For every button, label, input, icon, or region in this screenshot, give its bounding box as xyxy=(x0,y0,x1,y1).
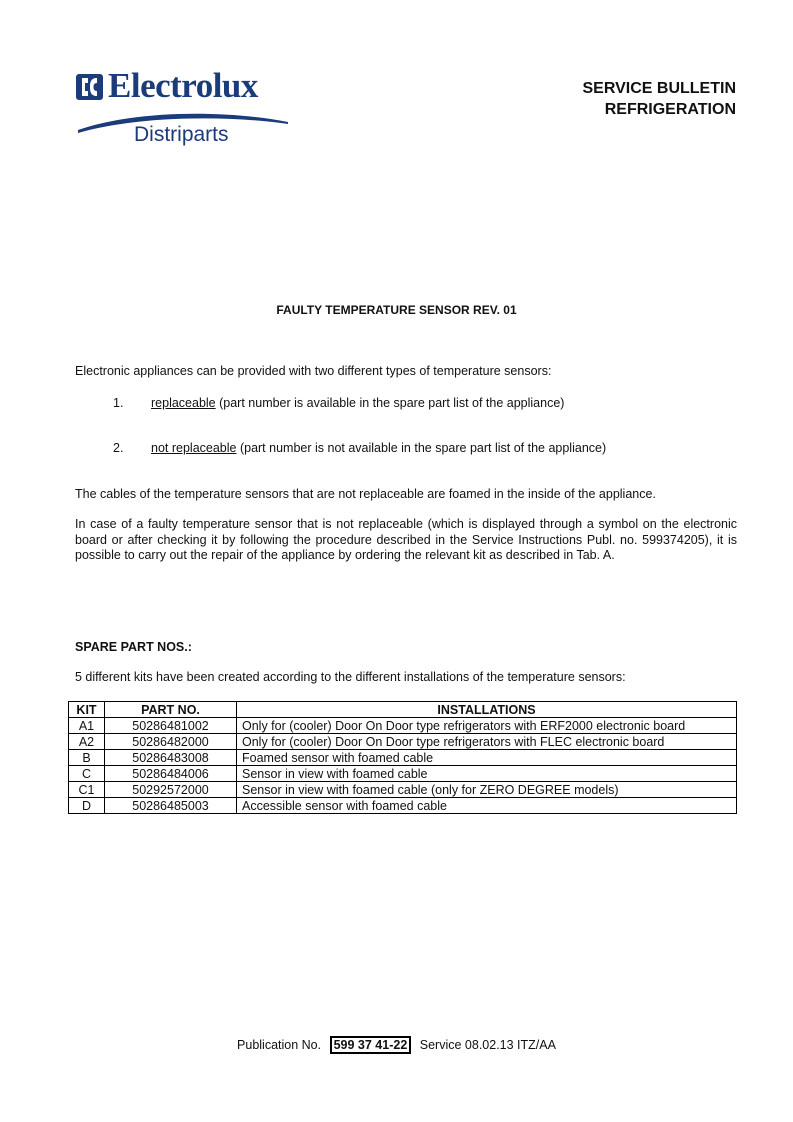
list-description: (part number is not available in the spare part list of the appliance) xyxy=(236,441,607,455)
part-number-cell: 50286482000 xyxy=(105,734,237,750)
publication-footer xyxy=(0,1038,793,1052)
installation-cell: Only for (cooler) Door On Door type refrigerators with ERF2000 electronic board xyxy=(237,718,737,734)
electrolux-logo-icon xyxy=(76,74,103,100)
part-number-cell: 50286485003 xyxy=(105,798,237,814)
part-number-cell: 50286484006 xyxy=(105,766,237,782)
spare-parts-heading: SPARE PART NOS.: xyxy=(75,640,192,654)
bulletin-category: REFRIGERATION xyxy=(604,101,736,118)
installation-cell: Sensor in view with foamed cable (only for ZERO DEGREE models) xyxy=(237,782,737,798)
kit-cell: B xyxy=(69,750,105,766)
table-row xyxy=(69,750,737,766)
publication-number: 599 37 41-22 xyxy=(330,1036,412,1054)
kit-cell: A1 xyxy=(69,718,105,734)
bulletin-header xyxy=(583,78,737,120)
column-header-kit: KIT xyxy=(69,702,105,718)
cables-paragraph: The cables of the temperature sensors that are not replaceable are foamed in the inside of the appliance. xyxy=(75,487,656,501)
bulletin-type: SERVICE BULLETIN xyxy=(582,80,736,97)
document-title: FAULTY TEMPERATURE SENSOR REV. 01 xyxy=(276,303,517,317)
list-term: replaceable xyxy=(151,396,216,410)
table-row xyxy=(69,766,737,782)
intro-paragraph: Electronic appliances can be provided with two different types of temperature sensors: xyxy=(75,364,552,378)
repair-paragraph: In case of a faulty temperature sensor that is not replaceable (which is displayed through a symbol on the electronic board or after checking it by following the procedure described in the Service Instructions Publ. no. 599374205), it is possible to carry out the repair of the appliance by ordering the relevant kit as described in Tab. A. xyxy=(75,517,737,562)
publication-label: Publication No. xyxy=(237,1038,322,1052)
list-term: not replaceable xyxy=(151,441,237,455)
table-row xyxy=(69,718,737,734)
column-header-part-no: PART NO. xyxy=(105,702,237,718)
column-header-installations: INSTALLATIONS xyxy=(237,702,737,718)
part-number-cell: 50292572000 xyxy=(105,782,237,798)
brand-name: Electrolux xyxy=(108,66,258,105)
part-number-cell: 50286483008 xyxy=(105,750,237,766)
kits-table xyxy=(68,701,737,814)
list-number: 2. xyxy=(113,441,124,455)
publication-service-info: Service 08.02.13 ITZ/AA xyxy=(419,1038,556,1052)
installation-cell: Sensor in view with foamed cable xyxy=(237,766,737,782)
installation-cell: Accessible sensor with foamed cable xyxy=(237,798,737,814)
kit-cell: D xyxy=(69,798,105,814)
part-number-cell: 50286481002 xyxy=(105,718,237,734)
brand-subtitle: Distriparts xyxy=(134,123,229,146)
kit-cell: C1 xyxy=(69,782,105,798)
table-row xyxy=(69,734,737,750)
list-number: 1. xyxy=(113,396,124,410)
kit-cell: C xyxy=(69,766,105,782)
spare-parts-intro: 5 different kits have been created according to the different installations of the temperature sensors: xyxy=(75,670,626,684)
table-header-row xyxy=(69,702,737,718)
table-row xyxy=(69,798,737,814)
installation-cell: Only for (cooler) Door On Door type refrigerators with FLEC electronic board xyxy=(237,734,737,750)
installation-cell: Foamed sensor with foamed cable xyxy=(237,750,737,766)
electrolux-logo xyxy=(76,68,290,152)
list-description: (part number is available in the spare part list of the appliance) xyxy=(215,396,565,410)
table-row xyxy=(69,782,737,798)
kit-cell: A2 xyxy=(69,734,105,750)
